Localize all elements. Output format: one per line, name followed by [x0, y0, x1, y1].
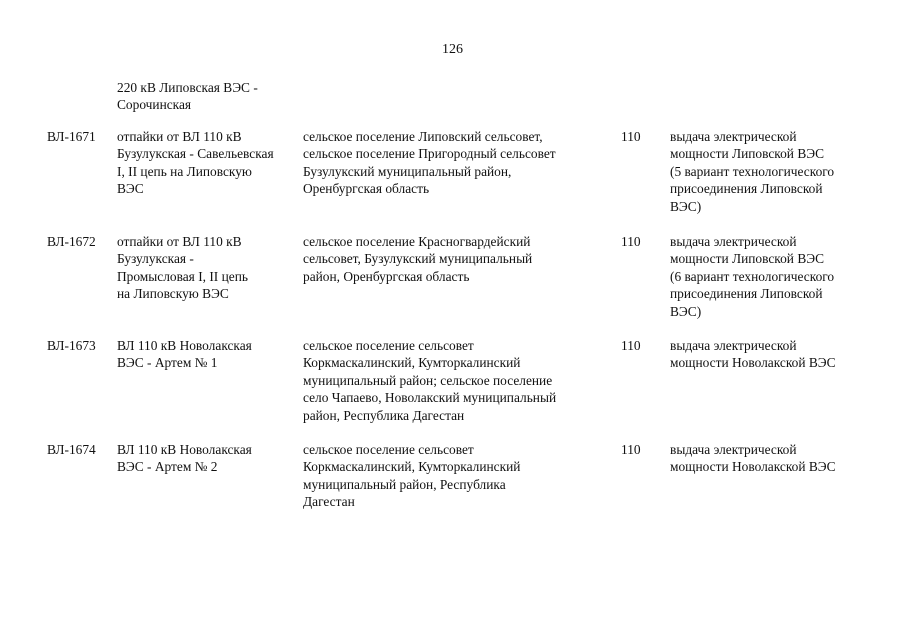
line-voltage: 110	[621, 234, 641, 249]
text-line: присоединения Липовской	[670, 181, 823, 197]
text-line: на Липовскую ВЭС	[117, 286, 229, 302]
text-line: Бузулукская -	[117, 251, 194, 267]
text-line: отпайки от ВЛ 110 кВ	[117, 129, 242, 144]
text-line: сельское поселение сельсовет	[303, 442, 474, 457]
text-line: ВЭС)	[670, 198, 702, 214]
text-line: сельсовет, Бузулукский муниципальный	[303, 251, 533, 267]
text-line: Дагестан	[303, 494, 355, 510]
text-line: (6 вариант технологического	[670, 268, 835, 284]
line-voltage: 110	[621, 442, 641, 457]
text-line: присоединения Липовской	[670, 286, 823, 302]
line-name	[117, 128, 274, 198]
line-name	[117, 337, 252, 372]
line-location	[303, 337, 556, 424]
text-line: 220 кВ Липовская ВЭС -	[117, 80, 258, 95]
text-line: Сорочинская	[117, 97, 192, 113]
line-purpose	[670, 233, 834, 320]
text-line: мощности Липовской ВЭС	[670, 146, 825, 162]
page-number: 126	[442, 42, 463, 57]
text-line: выдача электрической	[670, 338, 797, 353]
text-line: ВЭС - Артем № 2	[117, 459, 218, 475]
text-line: мощности Новолакской ВЭС	[670, 459, 836, 475]
line-name	[117, 233, 248, 303]
line-purpose	[670, 441, 836, 476]
text-line: Бузулукский муниципальный район,	[303, 163, 512, 179]
text-line: I, II цепь на Липовскую	[117, 163, 252, 179]
line-location	[303, 233, 532, 285]
text-line: выдача электрической	[670, 234, 797, 249]
text-line: ВЛ 110 кВ Новолакская	[117, 338, 252, 353]
line-location	[303, 128, 556, 198]
text-line: Коркмаскалинский, Кумторкалинский	[303, 355, 521, 371]
text-line: район, Республика Дагестан	[303, 407, 465, 423]
line-code: ВЛ-1673	[47, 338, 96, 353]
text-line: сельское поселение Пригородный сельсовет	[303, 146, 556, 162]
line-code: ВЛ-1672	[47, 234, 96, 249]
line-location	[303, 441, 520, 511]
text-line: Бузулукская - Савельевская	[117, 146, 274, 162]
text-line: ВЭС)	[670, 303, 702, 319]
text-line: сельское поселение Красногвардейский	[303, 234, 531, 249]
line-voltage: 110	[621, 129, 641, 144]
continued-line-name	[117, 79, 297, 114]
text-line: мощности Новолакской ВЭС	[670, 355, 836, 371]
text-line: сельское поселение Липовский сельсовет,	[303, 129, 543, 144]
text-line: выдача электрической	[670, 129, 797, 144]
text-line: муниципальный район; сельское поселение	[303, 372, 553, 388]
line-purpose	[670, 128, 834, 215]
line-code: ВЛ-1671	[47, 129, 96, 144]
text-line: муниципальный район, Республика	[303, 476, 506, 492]
line-purpose	[670, 337, 836, 372]
text-line: село Чапаево, Новолакский муниципальный	[303, 390, 557, 406]
line-voltage: 110	[621, 338, 641, 353]
text-line: ВЭС	[117, 181, 144, 197]
text-line: сельское поселение сельсовет	[303, 338, 474, 353]
text-line: мощности Липовской ВЭС	[670, 251, 825, 267]
text-line: ВЭС - Артем № 1	[117, 355, 218, 371]
text-line: выдача электрической	[670, 442, 797, 457]
text-line: ВЛ 110 кВ Новолакская	[117, 442, 252, 457]
text-line: район, Оренбургская область	[303, 268, 470, 284]
line-name	[117, 441, 252, 476]
text-line: отпайки от ВЛ 110 кВ	[117, 234, 242, 249]
text-line: Оренбургская область	[303, 181, 430, 197]
line-code: ВЛ-1674	[47, 442, 96, 457]
text-line: Коркмаскалинский, Кумторкалинский	[303, 459, 521, 475]
text-line: (5 вариант технологического	[670, 163, 835, 179]
text-line: Промысловая I, II цепь	[117, 268, 248, 284]
